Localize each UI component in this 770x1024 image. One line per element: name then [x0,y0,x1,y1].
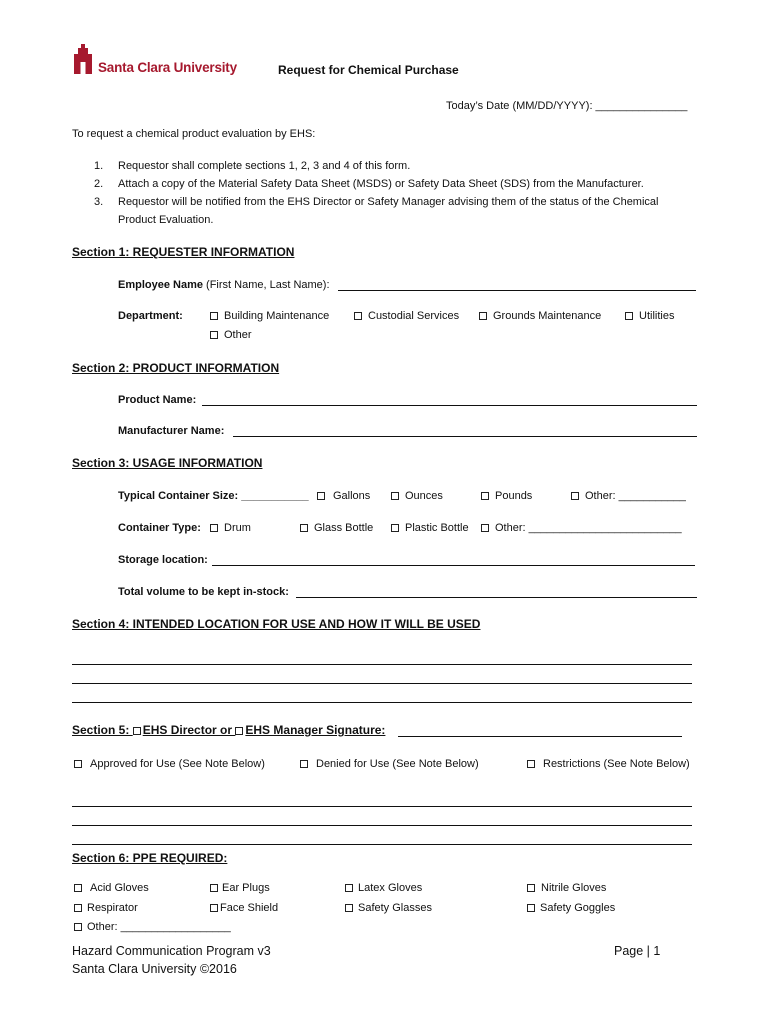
section-2-title: Section 2: PRODUCT INFORMATION [72,361,280,375]
type-option-plastic[interactable]: Plastic Bottle [391,522,469,534]
checkbox-icon[interactable] [345,884,353,892]
section-4-title: Section 4: INTENDED LOCATION FOR USE AND HOW IT WILL BE USED [72,617,481,631]
total-volume-field[interactable] [296,597,697,598]
intro-text: To request a chemical product evaluation by EHS: [72,128,316,140]
dept-option-utilities[interactable]: Utilities [625,310,674,322]
option-approved[interactable]: Approved for Use (See Note Below) [74,758,265,770]
manufacturer-name-label: Manufacturer Name: [118,425,225,437]
checkbox-icon[interactable] [74,904,82,912]
section-6-title: Section 6: PPE REQUIRED: [72,851,228,865]
usage-line[interactable] [72,664,692,665]
footer-program: Hazard Communication Program v3 [72,944,271,958]
checkbox-icon[interactable] [391,492,399,500]
checkbox-icon[interactable] [625,312,633,320]
product-name-label: Product Name: [118,394,197,406]
container-size-label[interactable]: Typical Container Size: ___________ [118,490,309,502]
ppe-nitrile-gloves[interactable]: Nitrile Gloves [527,882,606,894]
checkbox-icon[interactable] [527,904,535,912]
page-title: Request for Chemical Purchase [278,63,459,77]
checkbox-icon[interactable] [210,884,218,892]
footer-copyright: Santa Clara University ©2016 [72,962,237,976]
dept-option-other[interactable]: Other [210,329,252,341]
size-option-ounces[interactable]: Ounces [391,490,443,502]
size-option-pounds[interactable]: Pounds [481,490,532,502]
checkbox-icon[interactable] [481,492,489,500]
dept-option-grounds[interactable]: Grounds Maintenance [479,310,601,322]
ppe-face-shield[interactable]: Face Shield [210,902,278,914]
type-option-other[interactable]: Other: _________________________ [481,522,682,534]
step-item-continued: Product Evaluation. [118,214,214,226]
usage-line[interactable] [72,683,692,684]
checkbox-icon[interactable] [481,524,489,532]
step-item: 3. Requestor will be notified from the EHS Director or Safety Manager advising them of the status of the Chemical [94,196,659,208]
checkbox-icon[interactable] [345,904,353,912]
manufacturer-name-field[interactable] [233,436,697,437]
checkbox-icon[interactable] [74,760,82,768]
note-line[interactable] [72,825,692,826]
option-denied[interactable]: Denied for Use (See Note Below) [300,758,479,770]
checkbox-icon[interactable] [527,760,535,768]
ppe-safety-goggles[interactable]: Safety Goggles [527,902,615,914]
total-volume-label: Total volume to be kept in-stock: [118,586,289,598]
step-item: 1. Requestor shall complete sections 1, 2, 3 and 4 of this form. [94,160,411,172]
checkbox-icon[interactable] [74,923,82,931]
usage-line[interactable] [72,702,692,703]
checkbox-icon[interactable] [527,884,535,892]
ppe-ear-plugs[interactable]: Ear Plugs [210,882,270,894]
page-number: Page | 1 [614,944,661,958]
storage-location-label: Storage location: [118,554,208,566]
ppe-safety-glasses[interactable]: Safety Glasses [345,902,432,914]
checkbox-icon[interactable] [300,524,308,532]
ppe-acid-gloves[interactable]: Acid Gloves [74,882,149,894]
checkbox-icon[interactable] [210,331,218,339]
container-type-label: Container Type: [118,522,201,534]
ppe-respirator[interactable]: Respirator [74,902,138,914]
checkbox-icon[interactable] [300,760,308,768]
checkbox-icon[interactable] [210,524,218,532]
employee-name-field[interactable] [338,290,696,291]
size-option-gallons[interactable]: Gallons [317,490,370,502]
checkbox-icon[interactable] [317,492,325,500]
dept-option-custodial[interactable]: Custodial Services [354,310,459,322]
section-3-title: Section 3: USAGE INFORMATION [72,456,263,470]
size-option-other[interactable]: Other: ___________ [571,490,686,502]
mission-bell-icon [72,44,94,74]
section-5-title: Section 5: EHS Director or EHS Manager Signature: [72,723,386,737]
type-option-glass[interactable]: Glass Bottle [300,522,373,534]
ppe-latex-gloves[interactable]: Latex Gloves [345,882,422,894]
date-field[interactable]: Today’s Date (MM/DD/YYYY): _______________ [446,100,688,112]
checkbox-icon[interactable] [354,312,362,320]
section-1-title: Section 1: REQUESTER INFORMATION [72,245,295,259]
checkbox-icon[interactable] [391,524,399,532]
dept-option-building[interactable]: Building Maintenance [210,310,329,322]
checkbox-icon[interactable] [210,904,218,912]
logo-text: Santa Clara University [98,60,237,75]
checkbox-icon[interactable] [74,884,82,892]
storage-location-field[interactable] [212,565,695,566]
employee-name-label: Employee Name (First Name, Last Name): [118,279,330,291]
type-option-drum[interactable]: Drum [210,522,251,534]
product-name-field[interactable] [202,405,697,406]
signature-field[interactable] [398,736,682,737]
department-label: Department: [118,310,183,322]
checkbox-icon[interactable] [235,727,243,735]
checkbox-icon[interactable] [210,312,218,320]
note-line[interactable] [72,806,692,807]
note-line[interactable] [72,844,692,845]
checkbox-icon[interactable] [571,492,579,500]
checkbox-icon[interactable] [133,727,141,735]
checkbox-icon[interactable] [479,312,487,320]
ppe-other[interactable]: Other: __________________ [74,921,231,933]
option-restrictions[interactable]: Restrictions (See Note Below) [527,758,690,770]
step-item: 2. Attach a copy of the Material Safety Data Sheet (MSDS) or Safety Data Sheet (SDS) from the Manufacturer. [94,178,644,190]
